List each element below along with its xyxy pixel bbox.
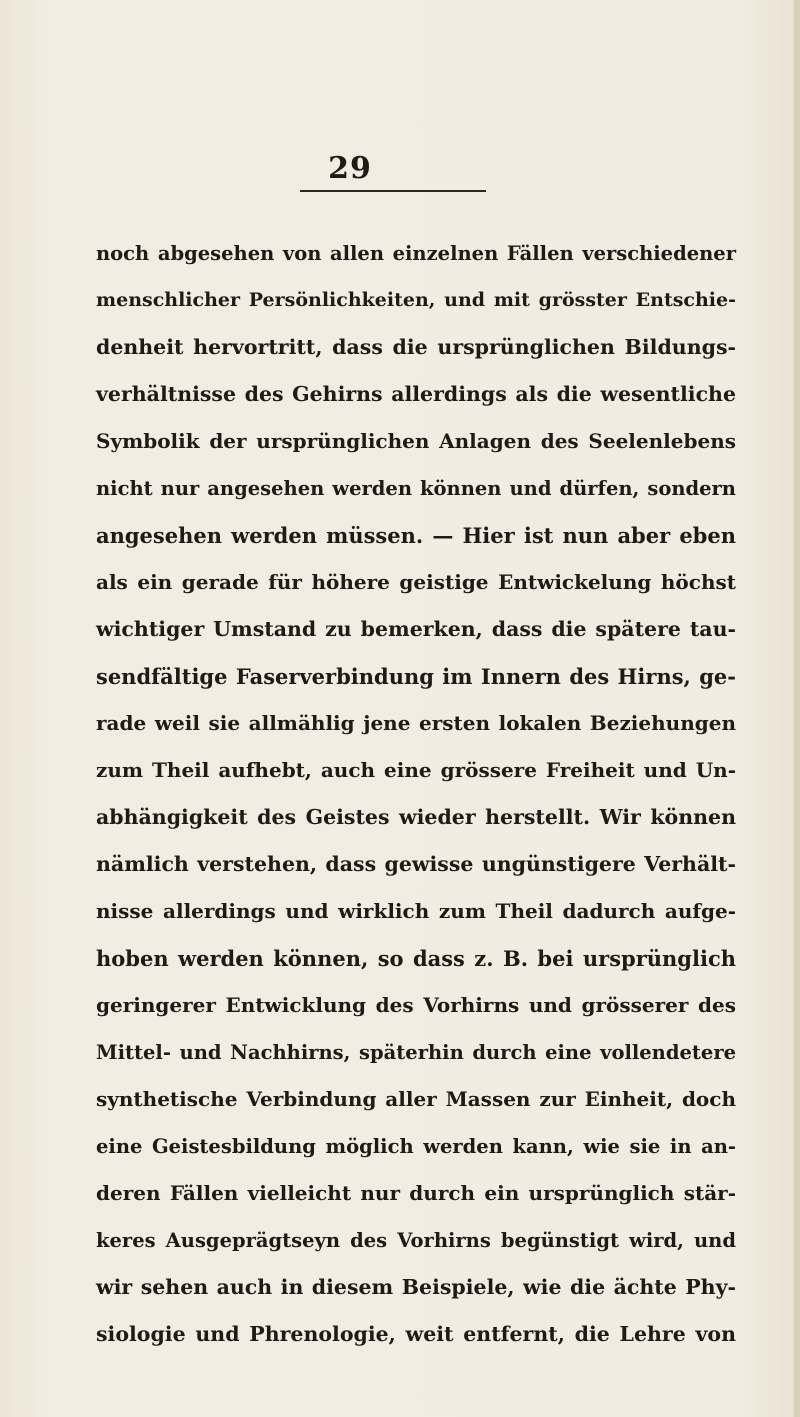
text-line: geringerer Entwicklung des Vorhirns und grösserer des xyxy=(96,993,736,1017)
text-line: menschlicher Persönlichkeiten, und mit grösster Entschie- xyxy=(96,289,736,311)
text-line: noch abgesehen von allen einzelnen Fällen verschiedener xyxy=(96,242,736,265)
text-line: Mittel- und Nachhirns, späterhin durch eine vollendetere xyxy=(96,1041,736,1064)
text-line: abhängigkeit des Geistes wieder herstellt. Wir können xyxy=(96,805,736,829)
text-line: synthetische Verbindung aller Massen zur Einheit, doch xyxy=(96,1087,736,1111)
page-edge xyxy=(794,0,800,1417)
text-line: sendfältige Faserverbindung im Innern des Hirns, ge- xyxy=(96,664,736,689)
text-line: Symbolik der ursprünglichen Anlagen des Seelenlebens xyxy=(96,429,736,453)
text-line: nämlich verstehen, dass gewisse ungünstigere Verhält- xyxy=(96,852,736,876)
text-line: rade weil sie allmählig jene ersten lokalen Beziehungen xyxy=(96,711,736,735)
page-number: 29 xyxy=(328,151,372,186)
text-line: wir sehen auch in diesem Beispiele, wie die ächte Phy- xyxy=(96,1275,736,1299)
text-line: als ein gerade für höhere geistige Entwickelung höchst xyxy=(96,570,736,594)
body-text xyxy=(96,230,736,1358)
text-line: eine Geistesbildung möglich werden kann, wie sie in an- xyxy=(96,1135,736,1158)
text-line: denheit hervortritt, dass die ursprünglichen Bildungs- xyxy=(96,335,736,359)
text-line: nicht nur angesehen werden können und dürfen, sondern xyxy=(96,477,736,500)
text-line: deren Fällen vielleicht nur durch ein ursprünglich stär- xyxy=(96,1181,736,1205)
text-line: nisse allerdings und wirklich zum Theil dadurch aufge- xyxy=(96,899,736,923)
text-line: angesehen werden müssen. — Hier ist nun aber eben xyxy=(96,523,736,548)
text-line: verhältnisse des Gehirns allerdings als die wesentliche xyxy=(96,382,736,406)
page-number-rule xyxy=(300,190,486,192)
text-line: zum Theil aufhebt, auch eine grössere Freiheit und Un- xyxy=(96,758,736,782)
text-line: hoben werden können, so dass z. B. bei ursprünglich xyxy=(96,946,736,971)
text-line: keres Ausgeprägtseyn des Vorhirns begünstigt wird, und xyxy=(96,1229,736,1252)
text-line: wichtiger Umstand zu bemerken, dass die spätere tau- xyxy=(96,617,736,641)
text-line: siologie und Phrenologie, weit entfernt, die Lehre von xyxy=(96,1322,736,1346)
